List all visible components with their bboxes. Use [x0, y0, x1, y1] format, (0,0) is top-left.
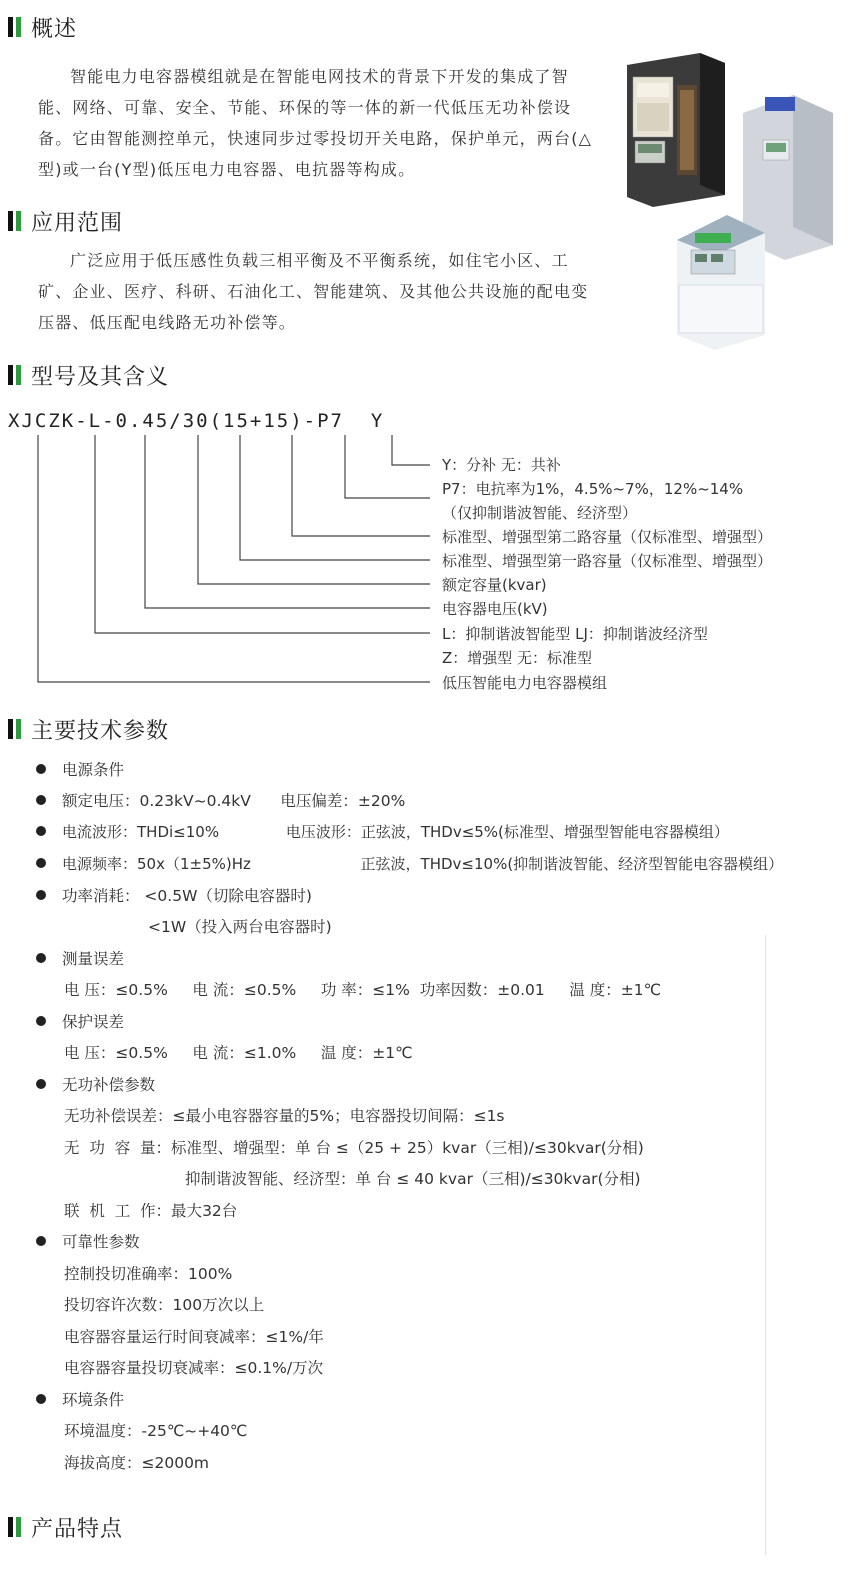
section-title: 产品特点	[31, 1516, 124, 1542]
param-bullet: 电源条件	[36, 759, 124, 781]
bullet-icon	[36, 953, 46, 963]
param-detail: 控制投切准确率：100%	[64, 1265, 233, 1283]
param-bullet: 可靠性参数	[36, 1231, 140, 1253]
model-explanation: L：抑制谐波智能型 LJ：抑制谐波经济型	[442, 625, 708, 643]
section-title: 主要技术参数	[31, 718, 170, 744]
bullet-icon	[36, 1079, 46, 1089]
white-capacitor-image	[677, 215, 765, 350]
param-detail: <1W（投入两台电容器时)	[148, 918, 332, 936]
section-heading-model	[8, 360, 169, 390]
model-explanation: 标准型、增强型第二路容量（仅标准型、增强型）	[442, 528, 773, 546]
section-heading-params	[8, 714, 169, 744]
param-bullet: 测量误差	[36, 948, 124, 970]
param-detail: 无 功 容 量：标准型、增强型：单 台 ≤（25 + 25）kvar（三相)/≤30kvar(分相)	[64, 1139, 644, 1157]
param-detail: 环境温度：-25℃~+40℃	[64, 1422, 248, 1440]
bullet-icon	[36, 858, 46, 868]
divider-line	[765, 935, 766, 1555]
section-heading-application	[8, 206, 123, 236]
model-explanation: P7：电抗率为1%，4.5%~7%，12%~14%	[442, 480, 744, 498]
bullet-icon	[36, 826, 46, 836]
model-explanation: （仅抑制谐波智能、经济型）	[442, 504, 638, 522]
section-title: 概述	[31, 16, 78, 42]
param-bullet: 无功补偿参数	[36, 1074, 155, 1096]
section-heading-features	[8, 1512, 123, 1542]
section-heading-overview	[8, 12, 77, 42]
bullet-icon	[36, 764, 46, 774]
overview-paragraph: 智能电力电容器模组就是在智能电网技术的背景下开发的集成了智 能、网络、可靠、安全、节能、环保的等一体的新一代低压无功补偿设 备。它由智能测控单元，快速同步过零投切开关电路，保护单元，两台(△ 型)或一台(Y型)低压电力电容器、电抗器等构成。	[38, 67, 593, 179]
application-paragraph: 广泛应用于低压感性负载三相平衡及不平衡系统，如住宅小区、工 矿、企业、医疗、科研、石油化工、智能建筑、及其他公共设施的配电变 压器、低压配电线路无功补偿等。	[38, 251, 589, 332]
param-bullet: 功率消耗： <0.5W（切除电容器时)	[36, 885, 312, 907]
param-bullet: 保护误差	[36, 1011, 124, 1033]
model-breakdown-lines	[0, 430, 445, 690]
model-explanation: 额定容量(kvar)	[442, 576, 547, 594]
param-bullet: 额定电压：0.23kV~0.4kV 电压偏差：±20%	[36, 790, 405, 812]
param-detail: 抑制谐波智能、经济型：单 台 ≤ 40 kvar（三相)/≤30kvar(分相)	[185, 1170, 641, 1188]
param-detail: 电容器容量投切衰减率：≤0.1%/万次	[64, 1359, 324, 1377]
param-bullet: 电流波形：THDi≤10% 电压波形：正弦波，THDv≤5%(标准型、增强型智能电容器模组）	[36, 821, 729, 843]
param-detail: 海拔高度：≤2000m	[64, 1454, 210, 1472]
model-explanation: 低压智能电力电容器模组	[442, 674, 608, 692]
model-explanation: Y：分补 无：共补	[442, 456, 561, 474]
product-photo	[615, 45, 847, 355]
bullet-icon	[36, 1394, 46, 1404]
param-detail: 电 压：≤0.5% 电 流：≤1.0% 温 度：±1℃	[64, 1044, 413, 1062]
model-explanation: Z：增强型 无：标准型	[442, 649, 593, 667]
param-detail: 无功补偿误差：≤最小电容器容量的5%；电容器投切间隔：≤1s	[64, 1107, 505, 1125]
bullet-icon	[36, 1236, 46, 1246]
section-title: 型号及其含义	[31, 364, 170, 390]
bullet-icon	[36, 795, 46, 805]
model-code: XJCZK-L-0.45/30(15+15)-P7 Y	[8, 410, 385, 432]
param-detail: 电 压：≤0.5% 电 流：≤0.5% 功 率：≤1% 功率因数：±0.01 温 度：±1℃	[64, 981, 662, 999]
param-bullet: 电源频率：50x（1±5%)Hz 正弦波，THDv≤10%(抑制谐波智能、经济型智能电容器模组）	[36, 853, 783, 875]
param-bullet: 环境条件	[36, 1389, 124, 1411]
param-detail: 投切容许次数：100万次以上	[64, 1296, 265, 1314]
param-detail: 联 机 工 作：最大32台	[64, 1202, 238, 1220]
bullet-icon	[36, 890, 46, 900]
model-explanation: 电容器电压(kV)	[442, 600, 548, 618]
dark-module-image	[627, 53, 725, 207]
model-explanation: 标准型、增强型第一路容量（仅标准型、增强型）	[442, 552, 773, 570]
bullet-icon	[36, 1016, 46, 1026]
section-title: 应用范围	[31, 210, 124, 236]
param-detail: 电容器容量运行时间衰减率：≤1%/年	[64, 1328, 324, 1346]
